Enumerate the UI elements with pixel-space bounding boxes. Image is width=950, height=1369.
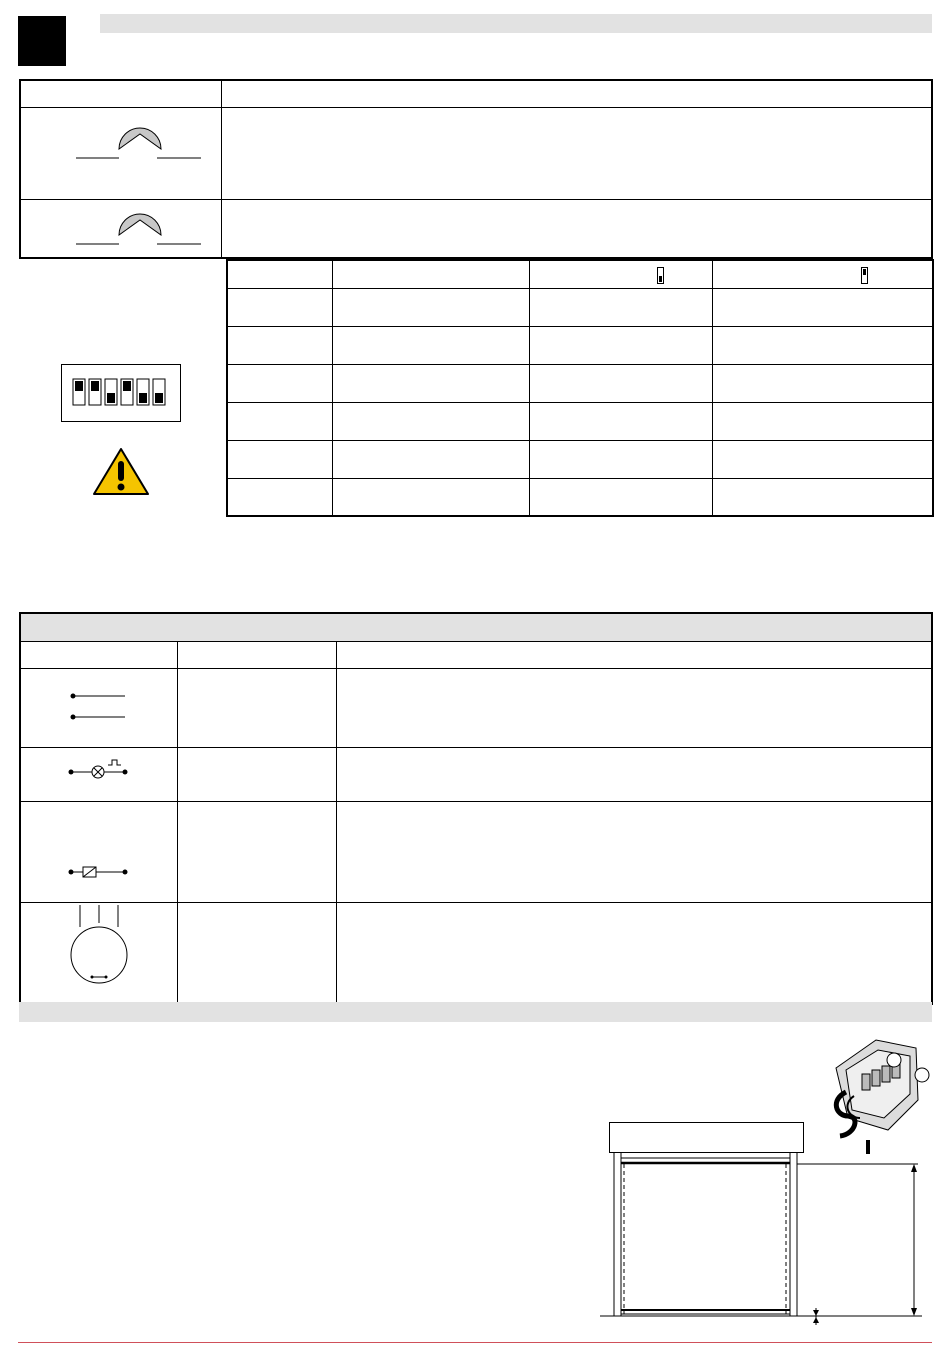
terminal-header-terminal [178, 641, 337, 668]
motor-icon [21, 903, 177, 998]
flashing-lamp-icon [21, 748, 177, 796]
modes-header-symbol [20, 80, 222, 107]
terminal-block-illustration [826, 1030, 936, 1158]
cam-lever-icon [21, 108, 221, 194]
dip-row [227, 440, 933, 478]
terminal-table-title [20, 613, 932, 641]
modes-row-1-icon-cell [20, 107, 222, 199]
terminal-header-description [337, 641, 933, 668]
switch-off-icon [657, 267, 664, 284]
warning-icon [92, 446, 150, 496]
modes-row-2-text [222, 199, 933, 258]
footer-rule [18, 1342, 932, 1343]
dip-header-off [530, 260, 713, 288]
modes-table [19, 79, 933, 259]
modes-header-description [222, 80, 933, 107]
dip-switch-block [61, 364, 181, 422]
terminal-header-symbol [20, 641, 178, 668]
switch-on-icon [861, 267, 868, 284]
install-section-bar [19, 1002, 932, 1022]
fuse-icon [21, 802, 177, 897]
table-row [20, 747, 932, 801]
modes-row-2-icon-cell [20, 199, 222, 258]
dip-header-function [333, 260, 530, 288]
dip-header-switch [227, 260, 333, 288]
contact-pair-icon [21, 669, 177, 742]
dip-switch-icon [62, 365, 180, 421]
modes-row-1-text [222, 107, 933, 199]
dip-header-on [713, 260, 934, 288]
section-title-bar [100, 14, 932, 33]
dip-row [227, 402, 933, 440]
dip-row [227, 288, 933, 326]
table-row [20, 668, 932, 747]
dip-settings-table [226, 259, 934, 517]
dip-row [227, 364, 933, 402]
dip-row [227, 478, 933, 516]
table-row [20, 902, 932, 1004]
section-marker [18, 16, 66, 66]
install-section-body [19, 1030, 589, 1330]
cam-lever-icon [21, 200, 221, 252]
dip-row [227, 326, 933, 364]
table-row [20, 801, 932, 902]
terminal-table [19, 612, 933, 1005]
